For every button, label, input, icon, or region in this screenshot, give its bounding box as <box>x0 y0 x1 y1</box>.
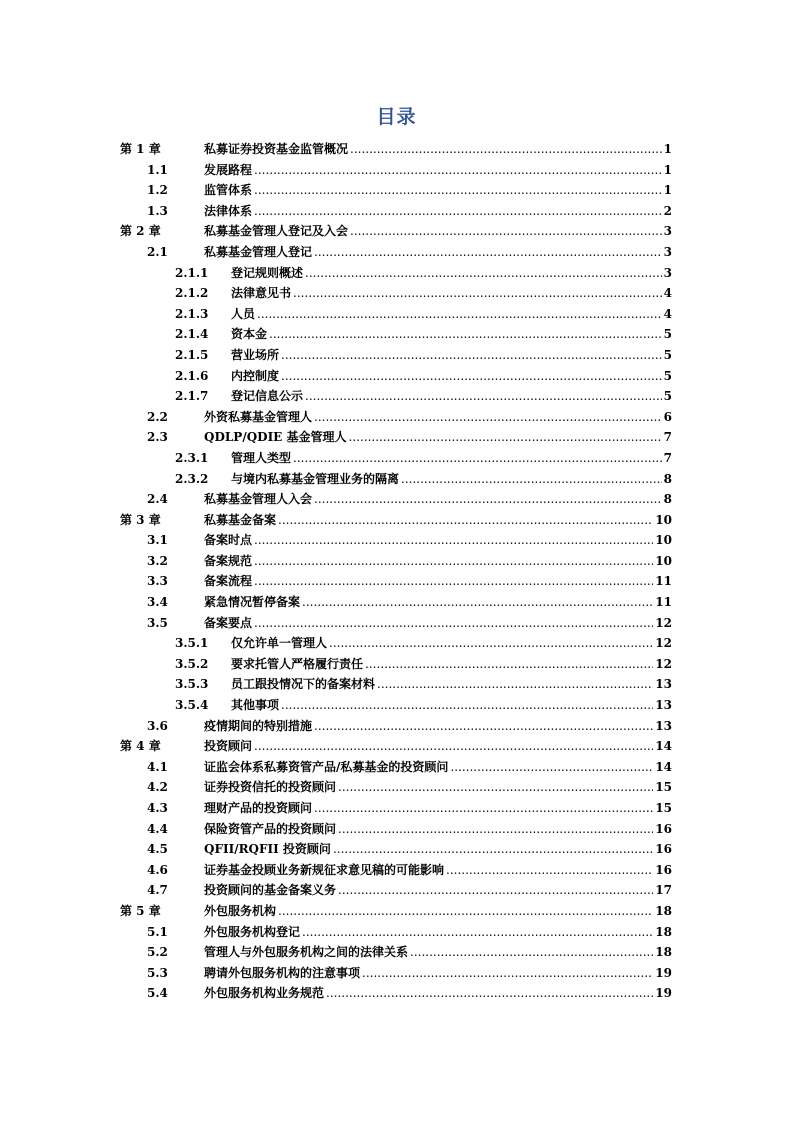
dot-leader <box>254 203 662 219</box>
toc-entry[interactable] <box>0 697 793 718</box>
toc-entry-title: 外包服务机构业务规范 <box>204 986 325 1001</box>
page-title: 目录 <box>376 106 417 128</box>
toc-entry[interactable] <box>0 532 793 553</box>
toc-entry-line <box>231 347 672 363</box>
toc-entry-title: 员工跟投情况下的备案材料 <box>231 677 376 692</box>
toc-entry-title: 登记规则概述 <box>231 265 304 280</box>
toc-entry-page-number: 19 <box>655 986 672 1001</box>
toc-entry-number: 3.5.2 <box>175 656 209 671</box>
dot-leader <box>278 903 653 919</box>
toc-entry[interactable] <box>0 553 793 574</box>
toc-entry-title: 法律意见书 <box>231 286 292 301</box>
toc-entry-title: QDLP/QDIE 基金管理人 <box>204 430 347 445</box>
toc-entry-line <box>204 429 672 445</box>
toc-entry-page-number: 12 <box>655 615 672 630</box>
dot-leader <box>338 779 653 795</box>
toc-entry[interactable] <box>0 491 793 512</box>
toc-entry-title: 登记信息公示 <box>231 389 304 404</box>
dot-leader <box>365 656 653 672</box>
toc-entry-line <box>204 615 672 631</box>
dot-leader <box>362 965 653 981</box>
toc-entry-line <box>231 285 672 301</box>
toc-entry-title: 私募证券投资基金监管概况 <box>204 142 349 156</box>
toc-entry-line <box>204 759 672 775</box>
toc-entry-title: 备案流程 <box>204 574 253 589</box>
toc-entry-title: 备案要点 <box>204 615 253 630</box>
toc-entry-line <box>204 800 672 816</box>
toc-entry-line <box>204 924 672 940</box>
toc-entry[interactable] <box>0 841 793 862</box>
toc-entry-line <box>231 326 672 342</box>
toc-entry-page-number: 16 <box>655 842 672 857</box>
toc-entry[interactable] <box>0 882 793 903</box>
toc-entry[interactable] <box>0 676 793 697</box>
dot-leader <box>410 944 653 960</box>
toc-entry-number: 4.2 <box>147 780 168 795</box>
toc-entry-line <box>204 738 672 754</box>
toc-entry-title: 证券投资信托的投资顾问 <box>204 780 337 795</box>
toc-entry[interactable] <box>0 450 793 471</box>
toc-entry-page-number: 16 <box>655 821 672 836</box>
toc-entry[interactable] <box>0 265 793 286</box>
dot-leader <box>338 821 653 837</box>
toc-entry-number: 3.5.4 <box>175 698 209 713</box>
toc-entry-line <box>231 450 672 466</box>
toc-entry-page-number: 12 <box>655 656 672 671</box>
toc-entry-title: 备案规范 <box>204 553 253 568</box>
toc-entry-title: 私募基金管理人登记及入会 <box>204 224 349 239</box>
toc-entry-page-number: 5 <box>663 347 672 362</box>
toc-entry-title: 私募基金管理人登记 <box>204 244 313 259</box>
toc-entry-line <box>231 265 672 281</box>
toc-entry-page-number: 5 <box>663 368 672 383</box>
toc-entry-page-number: 1 <box>663 162 672 177</box>
toc-entry-page-number: 7 <box>663 450 672 465</box>
toc-entry-page-number: 3 <box>663 265 672 280</box>
toc-entry-page-number: 6 <box>663 409 672 424</box>
toc-entry-number: 1.2 <box>147 183 168 198</box>
toc-entry[interactable] <box>0 244 793 265</box>
toc-entry[interactable] <box>0 471 793 492</box>
toc-entry[interactable] <box>0 656 793 677</box>
toc-entry-page-number: 18 <box>655 945 672 960</box>
toc-entry[interactable] <box>0 162 793 183</box>
toc-entry[interactable] <box>0 368 793 389</box>
toc-entry-page-number: 3 <box>663 224 672 239</box>
toc-entry-title: 其他事项 <box>231 698 280 713</box>
toc-entry[interactable] <box>0 409 793 430</box>
toc-entry-page-number: 15 <box>655 801 672 815</box>
toc-entry-title: 证监会体系私募资管产品/私募基金的投资顾问 <box>204 759 449 774</box>
toc-entry-line <box>231 676 672 692</box>
toc-entry-number: 1.3 <box>147 203 168 218</box>
toc-entry-title: 投资顾问 <box>204 739 253 754</box>
toc-entry-number: 2.1.4 <box>175 327 209 342</box>
toc-entry-number: 5.1 <box>147 924 168 939</box>
toc-entry-line <box>231 697 672 713</box>
toc-entry-page-number: 12 <box>655 636 672 651</box>
toc-entry-line <box>231 635 672 651</box>
toc-entry-page-number: 13 <box>655 677 672 692</box>
toc-entry-line <box>204 491 672 507</box>
toc-entry-number: 3.1 <box>147 533 168 548</box>
toc-entry-line <box>204 718 672 734</box>
toc-entry[interactable] <box>0 718 793 739</box>
dot-leader <box>446 862 653 878</box>
dot-leader <box>305 265 662 281</box>
toc-entry-page-number: 8 <box>663 471 672 486</box>
toc-entry-page-number: 4 <box>663 286 672 301</box>
toc-entry-number: 3.4 <box>147 595 168 610</box>
dot-leader <box>333 841 653 857</box>
toc-entry-line <box>204 985 672 1001</box>
dot-leader <box>350 141 662 157</box>
toc-entry-page-number: 18 <box>655 903 672 918</box>
dot-leader <box>281 347 662 363</box>
toc-entry-page-number: 10 <box>655 553 672 568</box>
toc-entry-line <box>204 162 672 178</box>
dot-leader <box>254 532 653 548</box>
toc-entry-line <box>204 553 672 569</box>
dot-leader <box>349 429 662 445</box>
dot-leader <box>254 182 662 198</box>
toc-entry-page-number: 15 <box>655 780 672 795</box>
toc-entry-line <box>204 532 672 548</box>
dot-leader <box>293 450 662 466</box>
dot-leader <box>302 594 653 610</box>
dot-leader <box>329 635 653 651</box>
toc-entry[interactable] <box>0 347 793 368</box>
toc-entry-line <box>231 471 672 487</box>
toc-entry[interactable] <box>0 512 793 533</box>
toc-entry-page-number: 1 <box>663 183 672 198</box>
toc-entry-line <box>231 656 672 672</box>
dot-leader <box>254 738 653 754</box>
toc-entry-line <box>231 306 672 322</box>
toc-entry[interactable] <box>0 862 793 883</box>
toc-entry-number: 第 5 章 <box>120 903 161 918</box>
dot-leader <box>314 491 662 507</box>
toc-entry-line <box>204 841 672 857</box>
toc-entry-number: 1.1 <box>147 162 168 177</box>
dot-leader <box>254 615 653 631</box>
toc-entry-number: 2.1.6 <box>175 368 209 383</box>
toc-entry-page-number: 11 <box>655 574 672 589</box>
toc-entry[interactable] <box>0 388 793 409</box>
dot-leader <box>314 800 653 816</box>
toc-entry-number: 2.4 <box>147 492 168 507</box>
toc-entry-page-number: 14 <box>655 739 672 754</box>
dot-leader <box>377 676 653 692</box>
toc-entry-line <box>204 903 672 919</box>
toc-entry-line <box>204 223 672 239</box>
toc-entry-number: 第 3 章 <box>120 512 161 527</box>
toc-entry-number: 4.5 <box>147 842 168 857</box>
toc-entry[interactable] <box>0 615 793 636</box>
toc-entry-number: 2.3 <box>147 430 168 445</box>
toc-entry-number: 4.7 <box>147 883 168 898</box>
toc-entry-number: 5.4 <box>147 986 168 1001</box>
toc-entry[interactable] <box>0 903 793 924</box>
toc-entry-number: 2.3.2 <box>175 471 209 486</box>
toc-entry-number: 4.3 <box>147 801 168 815</box>
toc-entry-title: 私募基金管理人入会 <box>204 492 313 507</box>
toc-entry-title: 投资顾问的基金备案义务 <box>204 883 337 898</box>
toc-entry-page-number: 18 <box>655 924 672 939</box>
toc-entry-number: 3.5.3 <box>175 677 209 692</box>
toc-entry-page-number: 5 <box>663 327 672 342</box>
toc-entry-number: 3.3 <box>147 574 168 589</box>
dot-leader <box>350 223 662 239</box>
toc-entry-title: 仅允许单一管理人 <box>231 636 328 651</box>
dot-leader <box>326 985 653 1001</box>
toc-entry-title: 管理人与外包服务机构之间的法律关系 <box>204 945 409 960</box>
toc-entry-title: 营业场所 <box>231 347 280 362</box>
dot-leader <box>281 697 653 713</box>
toc-entry-title: 备案时点 <box>204 533 253 548</box>
toc-entry-line <box>204 779 672 795</box>
toc-entry[interactable] <box>0 306 793 327</box>
toc-entry-title: 聘请外包服务机构的注意事项 <box>204 965 361 980</box>
toc-entry-title: 发展路程 <box>204 162 253 177</box>
toc-entry-line <box>204 244 672 260</box>
toc-entry-title: 私募基金备案 <box>204 512 277 527</box>
toc-entry-page-number: 13 <box>655 718 672 733</box>
toc-entry-title: 外资私募基金管理人 <box>204 409 313 424</box>
toc-entry-number: 4.6 <box>147 862 168 877</box>
toc-entry[interactable] <box>0 635 793 656</box>
toc-entry-line <box>204 594 672 610</box>
dot-leader <box>269 326 662 342</box>
toc-entry-page-number: 13 <box>655 698 672 713</box>
toc-entry-number: 3.2 <box>147 553 168 568</box>
toc-entry-line <box>204 965 672 981</box>
dot-leader <box>401 471 662 487</box>
toc-entry-number: 5.3 <box>147 965 168 980</box>
toc-entry-number: 第 1 章 <box>120 142 161 156</box>
toc-entry[interactable] <box>0 223 793 244</box>
dot-leader <box>254 573 653 589</box>
toc-entry[interactable] <box>0 965 793 986</box>
toc-entry-page-number: 8 <box>663 492 672 507</box>
toc-entry[interactable] <box>0 141 793 162</box>
toc-entry-page-number: 10 <box>655 512 672 527</box>
toc-entry-page-number: 7 <box>663 430 672 445</box>
dot-leader <box>338 882 653 898</box>
toc-entry-page-number: 17 <box>655 883 672 898</box>
toc-entry-number: 4.1 <box>147 759 168 774</box>
toc-entry-page-number: 10 <box>655 533 672 548</box>
toc-entry-number: 2.1.3 <box>175 306 209 321</box>
toc-entry-line <box>204 409 672 425</box>
dot-leader <box>314 244 662 260</box>
toc-entry-page-number: 19 <box>655 965 672 980</box>
dot-leader <box>293 285 662 301</box>
toc-entry-number: 2.1.1 <box>175 265 209 280</box>
toc-entry-title: 法律体系 <box>204 203 253 218</box>
toc-entry[interactable] <box>0 573 793 594</box>
toc-entry-number: 2.1.7 <box>175 389 209 404</box>
toc-entry-line <box>204 573 672 589</box>
dot-leader <box>450 759 653 775</box>
toc-entry[interactable] <box>0 203 793 224</box>
toc-entry-title: QFII/RQFII 投资顾问 <box>204 842 331 857</box>
toc-entry-number: 2.1 <box>147 244 168 259</box>
table-of-contents <box>0 141 793 1006</box>
toc-entry-title: 外包服务机构登记 <box>204 924 301 939</box>
toc-entry-line <box>204 512 672 528</box>
toc-entry-line <box>231 388 672 404</box>
toc-entry-page-number: 4 <box>663 306 672 321</box>
toc-entry[interactable] <box>0 944 793 965</box>
toc-entry-page-number: 3 <box>663 244 672 259</box>
toc-entry-title: 与境内私募基金管理业务的隔离 <box>231 471 400 486</box>
toc-entry-line <box>204 141 672 157</box>
toc-entry-line <box>204 821 672 837</box>
toc-entry-number: 3.5 <box>147 615 168 630</box>
dot-leader <box>257 306 662 322</box>
toc-entry-title: 监管体系 <box>204 183 253 198</box>
toc-entry[interactable] <box>0 924 793 945</box>
dot-leader <box>305 388 662 404</box>
dot-leader <box>302 924 653 940</box>
dot-leader <box>281 368 662 384</box>
toc-entry-title: 证券基金投顾业务新规征求意见稿的可能影响 <box>204 862 445 877</box>
toc-entry-number: 3.5.1 <box>175 636 209 651</box>
toc-entry-number: 2.1.2 <box>175 286 209 301</box>
toc-entry-line <box>204 203 672 219</box>
toc-entry-page-number: 5 <box>663 389 672 404</box>
dot-leader <box>278 512 653 528</box>
toc-entry-page-number: 16 <box>655 862 672 877</box>
toc-entry-number: 2.1.5 <box>175 347 209 362</box>
toc-entry-number: 第 2 章 <box>120 224 161 239</box>
toc-entry[interactable] <box>0 800 793 821</box>
toc-entry-title: 紧急情况暂停备案 <box>204 595 301 610</box>
toc-entry-title: 管理人类型 <box>231 450 292 465</box>
toc-entry-page-number: 1 <box>663 142 672 156</box>
toc-entry-number: 2.2 <box>147 409 168 424</box>
toc-entry-title: 外包服务机构 <box>204 903 277 918</box>
toc-entry-line <box>231 368 672 384</box>
toc-entry-number: 第 4 章 <box>120 739 161 754</box>
toc-entry[interactable] <box>0 821 793 842</box>
toc-entry-line <box>204 944 672 960</box>
toc-entry[interactable] <box>0 326 793 347</box>
dot-leader <box>254 553 653 569</box>
toc-entry-line <box>204 862 672 878</box>
toc-entry[interactable] <box>0 759 793 780</box>
toc-entry-page-number: 2 <box>663 203 672 218</box>
toc-entry-page-number: 11 <box>655 595 672 610</box>
toc-entry-number: 5.2 <box>147 945 168 960</box>
toc-entry[interactable] <box>0 182 793 203</box>
dot-leader <box>254 162 662 178</box>
toc-entry-title: 疫情期间的特别措施 <box>204 718 313 733</box>
dot-leader <box>314 409 662 425</box>
toc-entry-number: 2.3.1 <box>175 450 209 465</box>
toc-entry-title: 要求托管人严格履行责任 <box>231 656 364 671</box>
toc-entry-line <box>204 182 672 198</box>
toc-entry[interactable] <box>0 429 793 450</box>
toc-entry-line <box>204 882 672 898</box>
toc-entry[interactable] <box>0 985 793 1006</box>
toc-entry-title: 内控制度 <box>231 368 280 383</box>
dot-leader <box>314 718 653 734</box>
toc-entry-page-number: 14 <box>655 759 672 774</box>
toc-entry-number: 4.4 <box>147 821 168 836</box>
toc-entry-title: 保险资管产品的投资顾问 <box>204 821 337 836</box>
toc-entry[interactable] <box>0 779 793 800</box>
toc-entry[interactable] <box>0 738 793 759</box>
toc-entry[interactable] <box>0 285 793 306</box>
toc-entry-title: 资本金 <box>231 327 268 342</box>
toc-entry-title: 人员 <box>231 306 256 321</box>
toc-entry-title: 理财产品的投资顾问 <box>204 801 313 815</box>
toc-entry-number: 3.6 <box>147 718 168 733</box>
toc-entry[interactable] <box>0 594 793 615</box>
